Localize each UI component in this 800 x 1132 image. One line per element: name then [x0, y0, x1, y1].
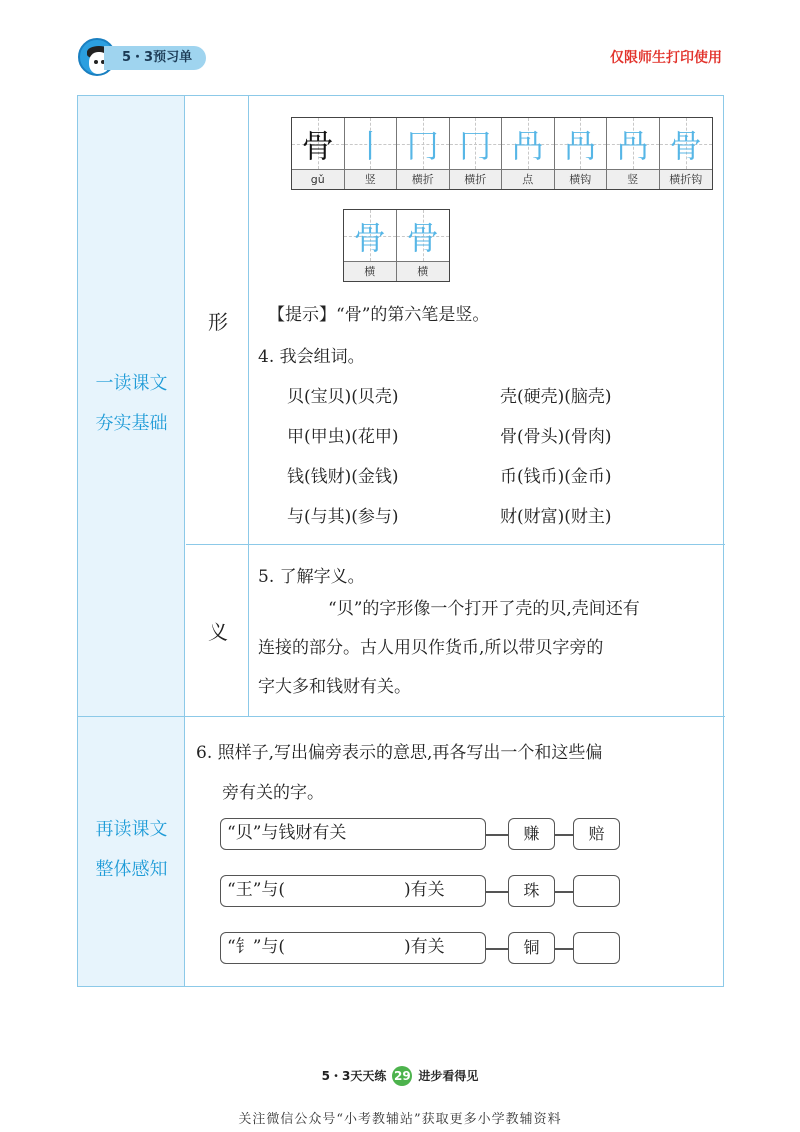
subcategory-form: 形 [208, 310, 228, 334]
stroke-cell: 冂 横折 [397, 118, 450, 189]
q6-title: 6. 照样子,写出偏旁表示的意思,再各写出一个和这些偏 [196, 743, 603, 763]
word-entry: 与(与其)(参与) [287, 507, 399, 527]
stroke-cell: 冂 横折 [450, 118, 503, 189]
subcategory-meaning: 义 [208, 620, 228, 644]
example-char-box: 赚 [508, 818, 555, 850]
section-label-read-first: 一读课文 [95, 373, 168, 394]
stroke-cell: 冎 竖 [607, 118, 660, 189]
q4-title: 4. 我会组词。 [258, 347, 365, 367]
answer-char-box[interactable] [573, 932, 620, 964]
stroke-cell: 骨 横折钩 [660, 118, 713, 189]
stroke-cell: 骨 横 [397, 210, 450, 281]
word-entry: 甲(甲虫)(花甲) [287, 427, 399, 447]
stroke-cell: 冎 横钩 [555, 118, 608, 189]
stroke-order-grid-continued [343, 209, 450, 282]
section-label-read-again: 再读课文 [95, 819, 168, 840]
word-entry: 币(钱币)(金币) [500, 467, 612, 487]
word-entry: 钱(钱财)(金钱) [287, 467, 399, 487]
radical-meaning-box: “贝”与钱财有关 [220, 818, 486, 850]
head-character: 骨 [301, 126, 334, 165]
pinyin-label: gǔ [292, 169, 344, 189]
example-char-box: 铜 [508, 932, 555, 964]
watermark-text: 关注微信公众号“小考教辅站”获取更多小学教辅资料 [238, 1112, 562, 1127]
page-footer [0, 1066, 800, 1086]
radical-meaning-box: “王”与( )有关 [220, 875, 486, 907]
brand-label: 5・3预习单 [104, 46, 206, 70]
word-entry: 贝(宝贝)(贝壳) [287, 387, 399, 407]
stroke-head-cell [292, 118, 345, 189]
answer-char-box[interactable] [573, 875, 620, 907]
radical-meaning-box: “钅”与( )有关 [220, 932, 486, 964]
example-char-box: 赔 [573, 818, 620, 850]
q5-title: 5. 了解字义。 [258, 567, 365, 587]
footer-left: 5・3天天练 [321, 1069, 387, 1083]
example-char-box: 珠 [508, 875, 555, 907]
stroke-cell: 冎 点 [502, 118, 555, 189]
stroke-order-grid [291, 117, 713, 190]
section-label-foundation: 夯实基础 [95, 413, 168, 434]
print-notice: 仅限师生打印使用 [610, 50, 722, 66]
word-entry: 财(财富)(财主) [500, 507, 612, 527]
q6-title-continued: 旁有关的字。 [222, 783, 324, 803]
word-entry: 骨(骨头)(骨肉) [500, 427, 612, 447]
section-label-overview: 整体感知 [95, 859, 168, 880]
stroke-cell: 骨 横 [344, 210, 397, 281]
stroke-cell: 丨 竖 [345, 118, 398, 189]
q5-paragraph: “贝”的字形像一个打开了壳的贝,壳间还有 连接的部分。古人用贝作货币,所以带贝字旁的 字大多和钱财有关。 [258, 599, 640, 697]
hint-text: 【提示】“骨”的第六笔是竖。 [268, 305, 490, 325]
footer-right: 进步看得见 [418, 1069, 479, 1083]
page-number: 29 [392, 1066, 412, 1086]
word-entry: 壳(硬壳)(脑壳) [500, 387, 612, 407]
